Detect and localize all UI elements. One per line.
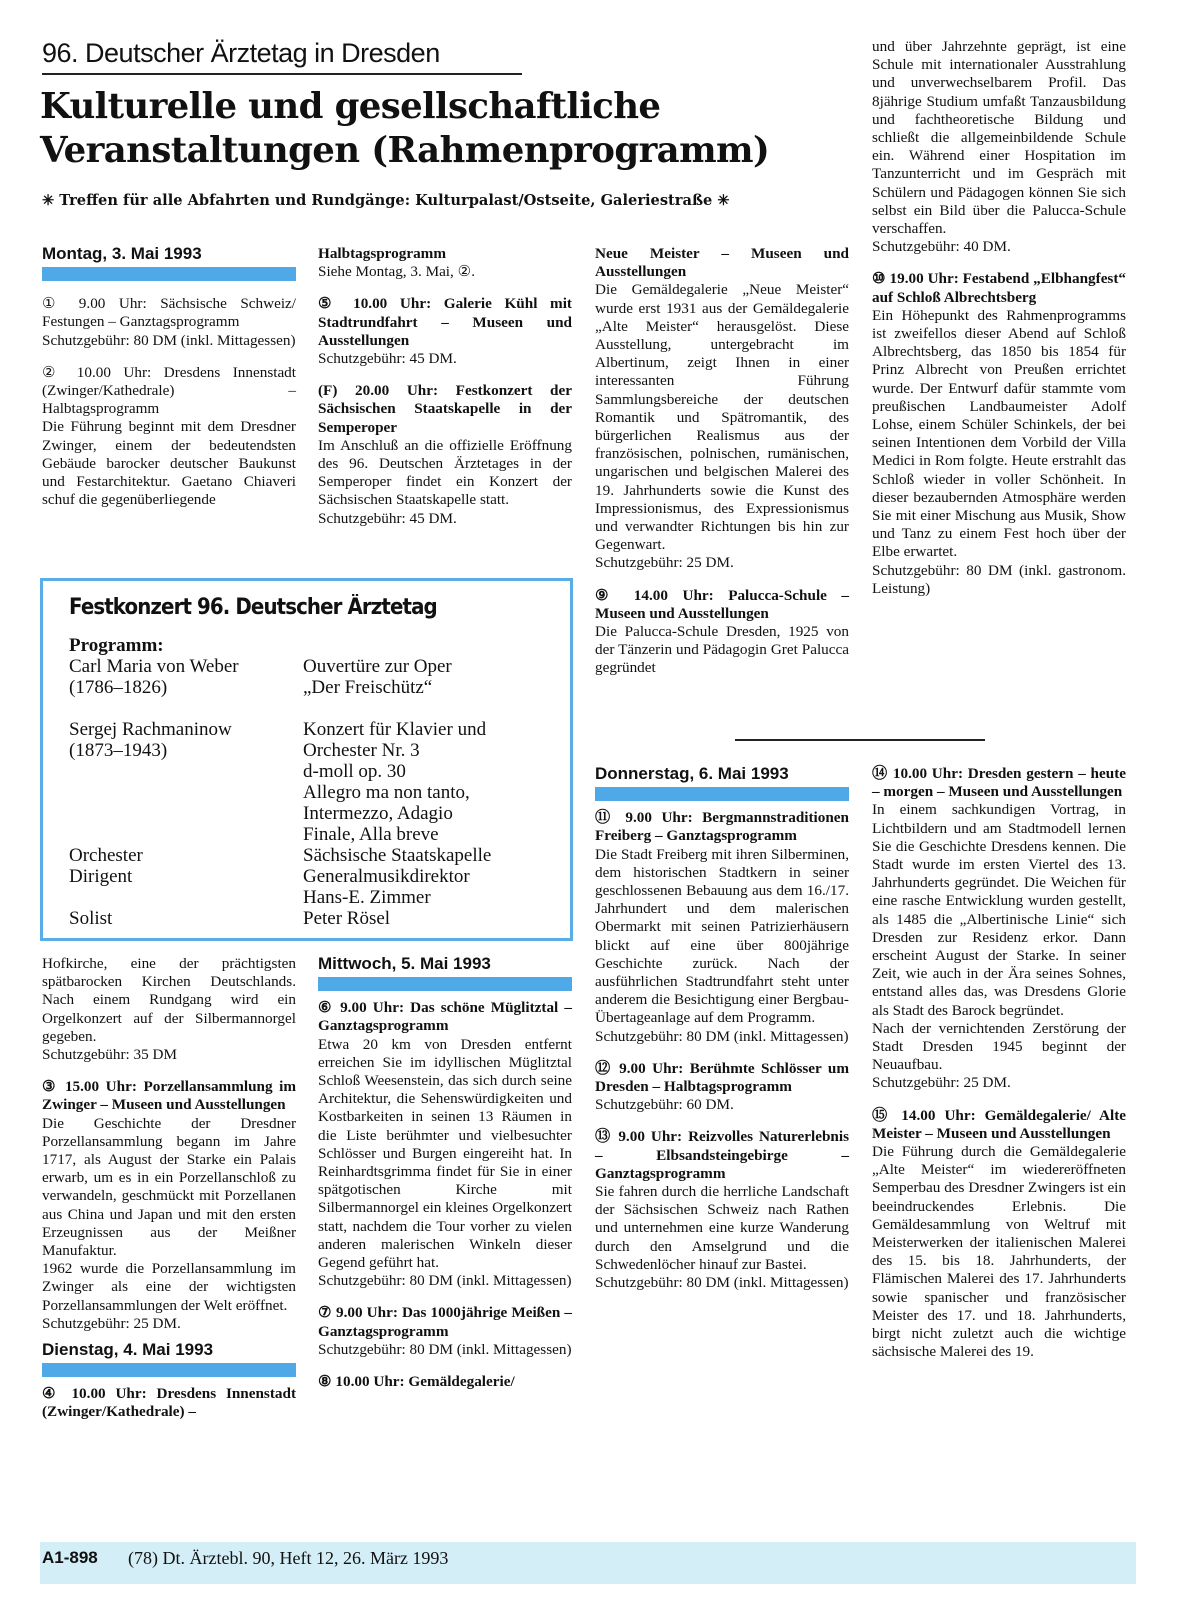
concert-left-line xyxy=(69,803,299,824)
col2-top xyxy=(318,245,572,528)
event-12-title: ⑫ 9.00 Uhr: Berühmte Schlösser um Dresden – Halbtagsprogramm xyxy=(595,1059,849,1096)
concert-right-line: Hans-E. Zimmer xyxy=(303,887,431,908)
event-F-text: Im Anschluß an die offizielle Eröffnung des 96. Deutschen Ärztetages in der Semperoper findet ein Konzert der Sächsischen Staatskapelle statt. xyxy=(318,436,572,509)
concert-right-line: Konzert für Klavier und xyxy=(303,719,487,740)
day-bar xyxy=(318,977,572,991)
event-5-fee: Schutzgebühr: 45 DM. xyxy=(318,350,457,368)
event-6-text: Etwa 20 km von Dresden entfernt erreichen Sie im idyllischen Müglitztal Schloß Weesenstein, das sich durch seine Architektur, die Sehenswürdigkeiten und Kostbarkeiten in seinen 13 Räumen in die Liste berühmter und vielbesuchter Schlösser und Burgen eingereiht hat. In Reinhardtsgrimma findet für Sie in einer spätgotischen Kirche mit Silbermannorgel ein kleines Orgelkonzert statt, nachdem die Tour vorher zu vielen anderen malerischen Winkeln dieser Gegend geführt hat. xyxy=(318,1035,572,1272)
event-11-text: Die Stadt Freiberg mit ihren Silberminen, dem historischen Stadtkern in seiner geschlossenen Bebauung aus dem 16./17. Jahrhundert und dem malerischen Obermarkt mit seinen Patrizierhäusern blickt auf eine über 800jährige Geschichte zurück. Nach der ausführlichen Stadtrundfahrt steht unter anderem die Besichtigung einer Bergbau-Übertageanlage auf dem Programm. xyxy=(595,845,849,1027)
event-3-text-2: 1962 wurde die Porzellansammlung im Zwinger als eine der wichtigsten Porzellansammlungen der Welt eröffnet. xyxy=(42,1260,296,1314)
col2-bottom xyxy=(318,955,572,1391)
event-11-title: ⑪ 9.00 Uhr: Bergmannstraditionen Freiberg – Ganztagsprogramm xyxy=(595,809,849,845)
event-F-fee: Schutzgebühr: 45 DM. xyxy=(318,509,457,527)
event-9-text-cont: und über Jahrzehnte geprägt, ist eine Schule mit internationaler Ausstrahlung und unverwechselbarem Profil. Das 8jährige Studium umfaßt Tanzausbildung und fachtheoretische Bildung und schließt die allgemeinbildende Schule ein. Während einer Hospitation im Tanzunterricht und im Gespräch mit Schülern und Pädagogen können Sie sich selbst ein Bild über die Palucca-Schule verschaffen. xyxy=(872,38,1126,238)
concert-right-line: Finale, Alla breve xyxy=(303,824,439,845)
concert-title: Festkonzert 96. Deutscher Ärztetag xyxy=(69,595,437,620)
event-5-title: ⑤ 10.00 Uhr: Galerie Kühl mit Stadtrundfahrt – Museen und Ausstellungen xyxy=(318,295,572,349)
concert-left-column xyxy=(69,656,299,929)
event-6-fee: Schutzgebühr: 80 DM (inkl. Mittagessen) xyxy=(318,1272,572,1290)
event-1-title: ① 9.00 Uhr: Sächsische Schweiz/ Festungen – Ganztagsprogramm xyxy=(42,295,296,331)
concert-right-line: d-moll op. 30 xyxy=(303,761,406,782)
concert-right-line: Intermezzo, Adagio xyxy=(303,803,453,824)
event-2-fee: Schutzgebühr: 35 DM xyxy=(42,1046,177,1064)
event-4-cont-text: Siehe Montag, 3. Mai, ②. xyxy=(318,263,476,281)
concert-left-line xyxy=(69,698,299,719)
concert-right-line: Allegro ma non tanto, xyxy=(303,782,470,803)
day-heading-tuesday: Dienstag, 4. Mai 1993 xyxy=(42,1340,214,1360)
meeting-note: ✳ Treffen für alle Abfahrten und Rundgänge: Kulturpalast/Ostseite, Galeriestraße ✳ xyxy=(42,192,730,209)
day-bar xyxy=(42,1363,296,1377)
concert-box xyxy=(40,578,573,941)
event-3-title: ③ 15.00 Uhr: Porzellansammlung im Zwinger – Museen und Ausstellungen xyxy=(42,1078,296,1114)
footer-page-number: A1-898 xyxy=(42,1548,98,1567)
event-14-fee: Schutzgebühr: 25 DM. xyxy=(872,1074,1011,1092)
concert-left-line: Sergej Rachmaninow xyxy=(69,719,232,740)
event-10-text: Ein Höhepunkt des Rahmenprogramms ist zweifellos dieser Abend auf Schloß Albrechtsberg, das 1850 bis 1854 für Prinz Albrecht von Preußen errichtet wurde. Der Entwurf dafür stammte vom preußischen Landbaumeister Adolf Lohse, einem Schüler Schinkels, der bei seinen Intentionen dem Vorbild der Villa Medici in Rom folgte. Heute erstrahlt das Schloß wieder in voller Schönheit. In dieser bezaubernden Atmosphäre werden Sie mit einer Mischung aus Musik, Show und Tanz zu einem Fest hoch über der Elbe erwartet. xyxy=(872,306,1126,561)
event-14-title: ⑭ 10.00 Uhr: Dresden gestern – heute – morgen – Museen und Ausstellungen xyxy=(872,765,1126,801)
event-13-title: ⑬ 9.00 Uhr: Reizvolles Naturerlebnis – Elbsandsteingebirge – Ganztagsprogramm xyxy=(595,1128,849,1182)
kicker-underline xyxy=(42,73,522,75)
event-15-title: ⑮ 14.00 Uhr: Gemäldegalerie/ Alte Meister – Museen und Ausstellungen xyxy=(872,1106,1126,1142)
concert-left-line: (1786–1826) xyxy=(69,677,168,698)
event-4-cont-title: Halbtagsprogramm xyxy=(318,245,446,262)
event-14-text: In einem sachkundigen Vortrag, in Lichtbildern und am Stadtmodell lernen Sie die Geschichte Dresdens kennen. Die Stadt wurde im ersten Viertel des 13. Jahrhunderts gegründet. Die Weichen für eine rasche Entwicklung wurden gestellt, als 1485 die „Albertinische Linie“ sich Dresden zur Residenz erkor. Dann erscheint August der Starke. In seiner Zeit, wie auch in der Ära seines Sohnes, entstand alles das, was Dresdens Glorie als Stadt des Barock begründet. xyxy=(872,801,1126,1019)
concert-left-line: Dirigent xyxy=(69,866,133,887)
kicker: 96. Deutscher Ärztetag in Dresden xyxy=(42,38,440,68)
headline-line-2: Veranstaltungen (Rahmenprogramm) xyxy=(40,130,770,171)
concert-right-column xyxy=(303,656,553,929)
concert-right-line: Generalmusikdirektor xyxy=(303,866,470,887)
col4-top xyxy=(872,38,1126,598)
event-9-title: ⑨ 14.00 Uhr: Palucca-Schule – Museen und Ausstellungen xyxy=(595,586,849,622)
footer-citation: (78) Dt. Ärztebl. 90, Heft 12, 26. März 1993 xyxy=(128,1548,449,1568)
event-7-title: ⑦ 9.00 Uhr: Das 1000jährige Meißen – Ganztagsprogramm xyxy=(318,1304,572,1340)
headline-line-1: Kulturelle und gesellschaftliche xyxy=(40,86,661,127)
concert-left-line xyxy=(69,887,299,908)
event-2-title: ② 10.00 Uhr: Dresdens Innenstadt (Zwinger/Kathedrale) – Halbtagsprogramm xyxy=(42,363,296,418)
concert-left-line: Orchester xyxy=(69,845,143,866)
event-10-fee: Schutzgebühr: 80 DM (inkl. gastronom. Leistung) xyxy=(872,561,1126,597)
day-heading-wednesday: Mittwoch, 5. Mai 1993 xyxy=(318,954,491,973)
event-11-fee: Schutzgebühr: 80 DM (inkl. Mittagessen) xyxy=(595,1027,849,1045)
event-2-text: Die Führung beginnt mit dem Dresdner Zwinger, einem der bedeutendsten Gebäude barocker deutscher Baukunst und Festarchitektur. Gaetano Chiaveri schuf die gegenüberliegende xyxy=(42,418,296,509)
event-8-fee: Schutzgebühr: 25 DM. xyxy=(595,554,734,572)
event-14-text-2: Nach der vernichtenden Zerstörung der Stadt Dresden 1945 beginnt der Neuaufbau. xyxy=(872,1019,1126,1074)
event-1-fee: Schutzgebühr: 80 DM (inkl. Mittagessen) xyxy=(42,331,296,349)
event-2-text-cont: Hofkirche, eine der prächtigsten spätbarocken Kirchen Deutschlands. Nach einem Rundgang wird ein Orgelkonzert auf der Silbermannorgel gegeben. xyxy=(42,955,296,1045)
event-8-text: Die Gemäldegalerie „Neue Meister“ wurde erst 1931 aus der Gemäldegalerie „Alte Meister“ herausgelöst. Diese Ausstellung, untergebracht im Albertinum, zeigt Ihnen in einer interessanten Führung Sammlungsbereiche der deutschen Romantik und Spätromantik, des bürgerlichen Realismus aus der französischen, polnischen, rumänischen, ungarischen und belgischen Malerei des 19. Jahrhunderts sowie die Kunst des Impressionismus, des Expressionismus und verwandter Richtungen bis hin zur Gegenwart. xyxy=(595,281,849,554)
day-heading-thursday: Donnerstag, 6. Mai 1993 xyxy=(595,764,789,783)
day-bar xyxy=(595,787,849,801)
concert-right-line: Ouvertüre zur Oper xyxy=(303,656,452,677)
event-6-title: ⑥ 9.00 Uhr: Das schöne Müglitztal – Ganztagsprogramm xyxy=(318,999,572,1035)
day-bar xyxy=(42,267,296,281)
event-3-fee: Schutzgebühr: 25 DM. xyxy=(42,1314,181,1332)
day-heading-monday: Montag, 3. Mai 1993 xyxy=(42,244,202,263)
event-3-text: Die Geschichte der Dresdner Porzellansammlung begann im Jahre 1717, als August der Starke ein Palais erwarb, um es in ein Porzellanschloß zu verwandeln, geschmückt mit Porzellanen aus China und Japan und mit den ersten Erzeugnissen aus der Meißner Manufaktur. xyxy=(42,1114,296,1260)
event-13-fee: Schutzgebühr: 80 DM (inkl. Mittagessen) xyxy=(595,1274,849,1292)
event-8-cont-title: Neue Meister – Museen und Ausstellungen xyxy=(595,245,849,281)
concert-left-line: Carl Maria von Weber xyxy=(69,656,239,677)
col4-bottom xyxy=(872,765,1126,1362)
event-13-text: Sie fahren durch die herrliche Landschaft der Sächsischen Schweiz nach Rathen und unternehmen eine kurze Wanderung durch den Amselgrund und die Schwedenlöcher hinauf zur Bastei. xyxy=(595,1183,849,1273)
concert-programm-label: Programm: xyxy=(69,635,164,656)
section-divider xyxy=(735,739,985,741)
event-F-title: (F) 20.00 Uhr: Festkonzert der Sächsischen Staatskapelle in der Semperoper xyxy=(318,382,572,436)
concert-right-line: Peter Rösel xyxy=(303,908,391,929)
concert-right-line: Orchester Nr. 3 xyxy=(303,740,420,761)
concert-left-line: (1873–1943) xyxy=(69,740,168,761)
event-10-title: ⑩ 19.00 Uhr: Festabend „Elbhangfest“ auf Schloß Albrechtsberg xyxy=(872,270,1126,306)
col3-top xyxy=(595,245,849,678)
event-7-fee: Schutzgebühr: 80 DM (inkl. Mittagessen) xyxy=(318,1340,572,1358)
col1-bottom xyxy=(42,955,296,1422)
concert-left-line xyxy=(69,824,299,845)
concert-right-line: Sächsische Staatskapelle xyxy=(303,845,492,866)
event-12-fee: Schutzgebühr: 60 DM. xyxy=(595,1096,734,1114)
concert-left-line xyxy=(69,761,299,782)
col1-top xyxy=(42,245,296,509)
event-8-title: ⑧ 10.00 Uhr: Gemäldegalerie/ xyxy=(318,1373,515,1391)
event-15-text: Die Führung durch die Gemäldegalerie „Alte Meister“ im wiedereröffneten Semperbau des Dresdner Zwingers ist ein beeindruckendes Erlebnis. Die Gemäldesammlung von Weltruf mit Meisterwerken der italienischen Malerei des 15. bis 18. Jahrhunderts, der Flämischen Malerei des 17. Jahrhunderts sowie spanischer und französischer Meister des 17. und 18. Jahrhunderts, birgt nicht zuletzt auch die wichtige sächsische Malerei des 19. xyxy=(872,1143,1126,1361)
concert-right-line xyxy=(303,698,553,719)
concert-left-line: Solist xyxy=(69,908,113,929)
event-9-text: Die Palucca-Schule Dresden, 1925 von der Tänzerin und Pädagogin Gret Palucca gegründet xyxy=(595,623,849,677)
event-9-fee: Schutzgebühr: 40 DM. xyxy=(872,238,1011,256)
concert-left-line xyxy=(69,782,299,803)
concert-right-line: „Der Freischütz“ xyxy=(303,677,433,698)
event-4-title: ④ 10.00 Uhr: Dresdens Innenstadt (Zwinger/Kathedrale) – xyxy=(42,1385,296,1421)
col3-bottom xyxy=(595,765,849,1292)
